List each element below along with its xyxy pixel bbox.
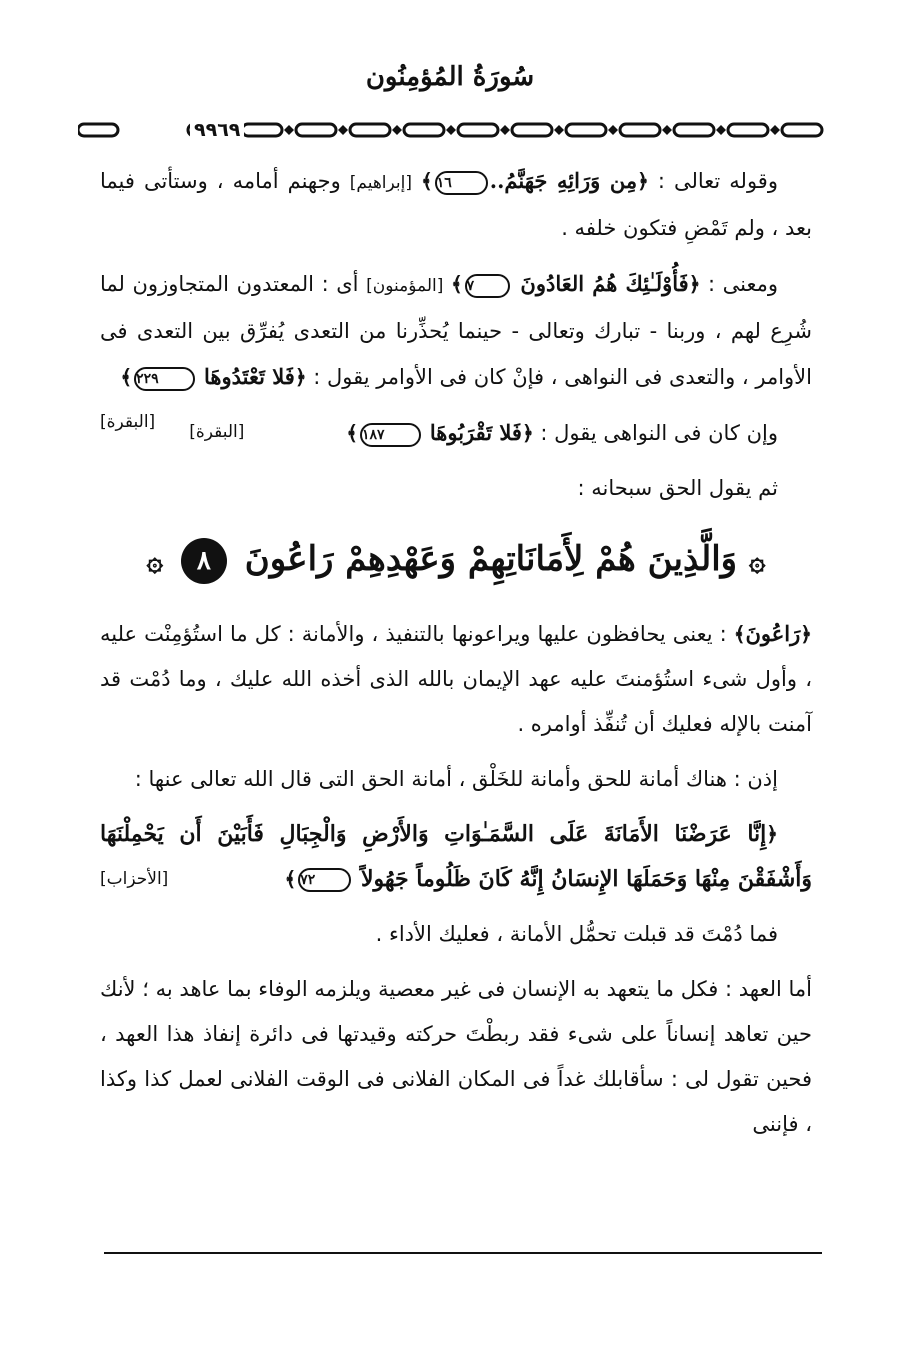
quote-text: مِن وَرَائِهِ جَهَنَّمُ.. <box>489 168 638 193</box>
paragraph-1 <box>100 158 812 251</box>
text: وإن كان فى النواهى يقول : <box>533 421 778 445</box>
close-bracket: ﴾ <box>733 622 746 646</box>
chain-link <box>296 124 336 136</box>
ayah-number: ٢٢٩ <box>134 367 195 391</box>
open-bracket: ﴿ <box>688 272 701 296</box>
text: أى : المعتدون المتجاوزون لما شُرِع لهم ، وربنا - تبارك وتعالى - حينما يُحذِّرنا من التعدى يُفرِّق بين التعدى فى الأوامر ، والتعدى فى النواهى ، فإنْ كان فى الأوامر يقول : <box>100 272 812 389</box>
chain-link <box>782 124 822 136</box>
verse-text: وَالَّذِينَ هُمْ لِأَمَانَاتِهِمْ وَعَهْدِهِمْ رَاعُونَ <box>244 539 738 579</box>
chain-link <box>78 124 118 136</box>
paragraph-3 <box>100 410 812 456</box>
chain-link <box>404 124 444 136</box>
close-bracket: ﴾ <box>421 169 433 193</box>
text: ومعنى : <box>700 272 779 296</box>
chain-link <box>620 124 660 136</box>
chain-link <box>674 124 714 136</box>
close-bracket: ﴾ <box>346 421 358 445</box>
open-bracket: ﴿ <box>766 822 778 846</box>
text: وجهنم أمامه ، وستأتى فيما بعد ، ولم تَمْضِ فتكون خلفه . <box>100 169 812 240</box>
chain-diamond <box>716 125 726 135</box>
ayah-number: ١٨٧ <box>360 423 421 447</box>
quran-quote <box>120 364 306 389</box>
close-bracket: ﴾ <box>120 365 133 389</box>
ayah-number: ١٦ <box>435 171 488 195</box>
chain-diamond <box>338 125 348 135</box>
open-bracket: ﴿ <box>294 365 307 389</box>
paragraph-5 <box>100 611 812 747</box>
quote-text: فَلا تَعْتَدُوهَا <box>203 364 295 389</box>
quote-text: فَأُوْلَـٰئِكَ هُمُ العَادُونَ <box>520 271 689 296</box>
page-body <box>100 158 812 1157</box>
paragraph-8: فما دُمْتَ قد قبلت تحمُّل الأمانة ، فعليك الأداء . <box>375 922 778 946</box>
close-bracket: ﴾ <box>450 272 463 296</box>
chain-link <box>350 124 390 136</box>
quote-text: إِنَّا عَرَضْنَا الأَمَانَةَ عَلَى السَّمَـٰوَاتِ وَالأَرْضِ وَالْجِبَالِ فَأَبَيْنَ أَن يَحْمِلْنَهَا وَأَشْفَقْنَ مِنْهَا وَحَمَلَهَا الإِنسَانُ إِنَّهُ كَانَ ظَلُوماً جَهُولاً <box>100 821 812 892</box>
chain-link <box>728 124 768 136</box>
chain-diamond <box>770 125 780 135</box>
quote-text: رَاعُونَ <box>745 621 801 646</box>
verse-number-badge: ٨ <box>181 538 227 584</box>
paragraph-7 <box>100 812 812 902</box>
footer-rule <box>104 1252 822 1254</box>
quran-quote <box>734 621 812 646</box>
page-number: ٩٩٦٩ <box>190 116 244 144</box>
ayah-number: ٧ <box>465 274 511 298</box>
surah-reference: [المؤمنون] <box>366 276 444 296</box>
surah-reference: [الأحزاب] <box>100 869 169 889</box>
surah-reference: [إبراهيم] <box>349 173 412 193</box>
chain-link <box>566 124 606 136</box>
close-bracket: ﴾ <box>284 867 297 891</box>
quran-quote <box>346 420 533 445</box>
chain-diamond <box>500 125 510 135</box>
open-bracket: ﴿ <box>800 622 812 646</box>
surah-title: سُورَةُ المُؤمِنُون <box>365 62 535 92</box>
quran-quote <box>451 271 701 296</box>
surah-reference: [البقرة] <box>100 412 156 432</box>
verse-banner <box>100 529 812 591</box>
ornament-icon: ۞ <box>146 544 164 577</box>
chain-link <box>458 124 498 136</box>
chain-diamond <box>662 125 672 135</box>
surah-reference: [البقرة] <box>189 422 245 442</box>
open-bracket: ﴿ <box>521 421 534 445</box>
quote-text: فَلا تَقْرَبُوهَا <box>429 420 522 445</box>
open-bracket: ﴿ <box>637 169 649 193</box>
text: : يعنى يحافظون عليها ويراعونها بالتنفيذ ، والأمانة : كل ما استُؤمِنْت عليه ، وأول شىء استُؤمنتَ عليه عهد الإيمان بالله الذى أخذه الله عليك ، وما دُمْت قد آمنت بالإله فعليك أن تُنفِّذ أوامره . <box>100 622 812 736</box>
paragraph-6: إذن : هناك أمانة للحق وأمانة للخَلْق ، أمانة الحق التى قال الله تعالى عنها : <box>134 767 778 791</box>
paragraph-9: أما العهد : فكل ما يتعهد به الإنسان فى غير معصية ويلزمه الوفاء بما عاهد به ؛ لأنك حين تعاهد إنساناً على شىء فقد ربطْتَ حركته وقيدتها فى دائرة إنفاذ هذا العهد ، فحين تقول لى : سأقابلك غداً فى المكان الفلانى فى الوقت الفلانى لعمل كذا وكذا ، فإننى <box>100 977 812 1136</box>
ayah-number: ٧٢ <box>298 868 351 892</box>
chain-diamond <box>284 125 294 135</box>
chain-diamond <box>554 125 564 135</box>
chain-link <box>512 124 552 136</box>
chain-diamond <box>608 125 618 135</box>
header-ornament-chain <box>78 116 834 144</box>
chain-diamond <box>392 125 402 135</box>
chain-link <box>242 124 282 136</box>
text: وقوله تعالى : <box>648 169 778 193</box>
quran-quote <box>421 168 649 193</box>
ornament-icon: ۞ <box>748 544 766 577</box>
paragraph-2 <box>100 261 812 432</box>
chain-diamond <box>446 125 456 135</box>
paragraph-4: ثم يقول الحق سبحانه : <box>577 476 778 500</box>
